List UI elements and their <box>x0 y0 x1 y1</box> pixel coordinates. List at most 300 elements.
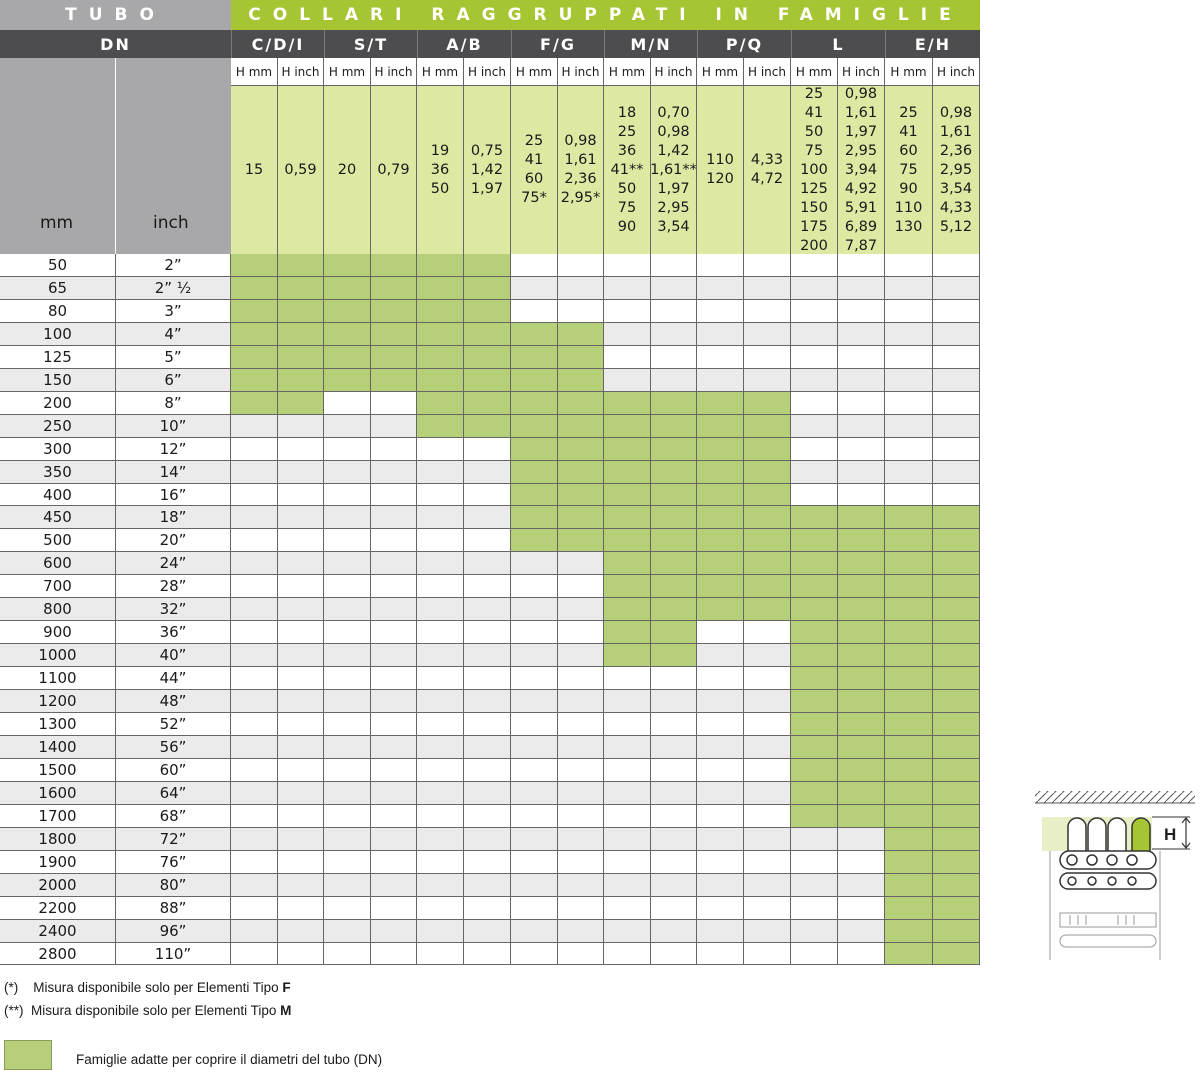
table-row-dn-mm: 1800 <box>0 828 116 851</box>
table-row-dn-mm: 1500 <box>0 759 116 782</box>
coverage-cell <box>791 392 838 415</box>
coverage-cell <box>604 254 651 277</box>
coverage-cell <box>838 690 885 713</box>
coverage-cell <box>885 277 933 300</box>
coverage-cell <box>231 529 278 552</box>
family-h-mm-values: 20 <box>324 86 371 254</box>
footnote-single-star <box>4 980 291 995</box>
coverage-cell <box>231 438 278 461</box>
coverage-cell <box>838 713 885 736</box>
coverage-cell <box>838 897 885 920</box>
coverage-cell <box>651 759 697 782</box>
coverage-cell <box>231 759 278 782</box>
coverage-cell <box>791 644 838 667</box>
table-row-dn-mm: 600 <box>0 552 116 575</box>
coverage-cell <box>464 484 511 506</box>
coverage-cell <box>933 392 980 415</box>
coverage-cell <box>278 828 324 851</box>
family-h-mm-values: 25 41 60 75* <box>511 86 558 254</box>
coverage-cell <box>697 644 744 667</box>
sub-header-h-inch: H inch <box>464 58 511 86</box>
coverage-cell <box>417 874 464 897</box>
coverage-cell <box>324 323 371 346</box>
coverage-cell <box>278 621 324 644</box>
coverage-cell <box>697 713 744 736</box>
coverage-cell <box>371 943 417 965</box>
coverage-cell <box>231 506 278 529</box>
coverage-cell <box>697 828 744 851</box>
coverage-cell <box>464 851 511 874</box>
coverage-cell <box>278 575 324 598</box>
coverage-cell <box>464 529 511 552</box>
coverage-cell <box>838 484 885 506</box>
coverage-cell <box>791 851 838 874</box>
coverage-cell <box>697 575 744 598</box>
table-row-dn-mm: 350 <box>0 461 116 484</box>
coverage-cell <box>278 667 324 690</box>
coverage-cell <box>791 713 838 736</box>
coverage-cell <box>324 713 371 736</box>
family-h-inch-values: 0,98 1,61 2,36 2,95* <box>558 86 604 254</box>
coverage-cell <box>371 713 417 736</box>
coverage-cell <box>558 943 604 965</box>
coverage-cell <box>604 575 651 598</box>
coverage-cell <box>371 392 417 415</box>
sub-header-h-mm: H mm <box>791 58 838 86</box>
coverage-cell <box>744 759 791 782</box>
coverage-cell <box>933 346 980 369</box>
coverage-cell <box>371 461 417 484</box>
coverage-cell <box>324 529 371 552</box>
footnote-marker: (**) <box>4 1003 24 1018</box>
coverage-cell <box>558 874 604 897</box>
coverage-cell <box>511 529 558 552</box>
coverage-cell <box>278 598 324 621</box>
coverage-cell <box>511 667 558 690</box>
coverage-cell <box>511 369 558 392</box>
coverage-cell <box>278 782 324 805</box>
sub-header-h-mm: H mm <box>324 58 371 86</box>
coverage-cell <box>511 300 558 323</box>
coverage-cell <box>744 575 791 598</box>
coverage-cell <box>651 323 697 346</box>
coverage-cell <box>558 506 604 529</box>
coverage-cell <box>933 805 980 828</box>
coverage-cell <box>417 805 464 828</box>
coverage-cell <box>697 690 744 713</box>
sub-header-h-mm: H mm <box>885 58 933 86</box>
coverage-cell <box>558 575 604 598</box>
coverage-cell <box>651 277 697 300</box>
coverage-cell <box>324 851 371 874</box>
coverage-cell <box>885 897 933 920</box>
coverage-cell <box>838 759 885 782</box>
coverage-cell <box>511 851 558 874</box>
coverage-cell <box>791 621 838 644</box>
coverage-cell <box>371 369 417 392</box>
table-row-dn-mm: 2400 <box>0 920 116 943</box>
family-h-mm-values: 25 41 60 75 90 110 130 <box>885 86 933 254</box>
coverage-cell <box>838 828 885 851</box>
coverage-cell <box>278 254 324 277</box>
coverage-cell <box>604 851 651 874</box>
coverage-cell <box>417 782 464 805</box>
unit-inch: inch <box>153 213 189 233</box>
coverage-cell <box>885 782 933 805</box>
table-row-dn-mm: 200 <box>0 392 116 415</box>
coverage-cell <box>651 667 697 690</box>
coverage-cell <box>417 667 464 690</box>
coverage-cell <box>558 392 604 415</box>
coverage-cell <box>651 506 697 529</box>
coverage-cell <box>604 690 651 713</box>
coverage-cell <box>838 782 885 805</box>
coverage-cell <box>791 897 838 920</box>
coverage-cell <box>371 277 417 300</box>
family-h-mm-values: 19 36 50 <box>417 86 464 254</box>
coverage-cell <box>464 667 511 690</box>
sub-header-h-mm: H mm <box>417 58 464 86</box>
coverage-cell <box>744 300 791 323</box>
coverage-cell <box>885 461 933 484</box>
table-row-dn-mm: 2200 <box>0 897 116 920</box>
coverage-cell <box>791 506 838 529</box>
coverage-cell <box>791 552 838 575</box>
coverage-cell <box>371 897 417 920</box>
coverage-cell <box>511 506 558 529</box>
coverage-cell <box>324 552 371 575</box>
coverage-cell <box>231 392 278 415</box>
coverage-cell <box>324 461 371 484</box>
family-h-inch-values: 0,79 <box>371 86 417 254</box>
table-row-dn-inch: 52” <box>116 713 231 736</box>
coverage-cell <box>933 782 980 805</box>
table-row-dn-inch: 5” <box>116 346 231 369</box>
table-row-dn-inch: 96” <box>116 920 231 943</box>
clamp-height-illustration <box>1030 785 1200 970</box>
unit-mm: mm <box>40 213 74 233</box>
coverage-cell <box>838 529 885 552</box>
coverage-cell <box>885 759 933 782</box>
coverage-cell <box>511 690 558 713</box>
coverage-cell <box>744 621 791 644</box>
coverage-cell <box>651 897 697 920</box>
coverage-cell <box>278 346 324 369</box>
coverage-cell <box>231 621 278 644</box>
coverage-cell <box>791 254 838 277</box>
coverage-cell <box>464 277 511 300</box>
coverage-cell <box>885 369 933 392</box>
coverage-cell <box>558 713 604 736</box>
coverage-cell <box>511 805 558 828</box>
coverage-cell <box>933 920 980 943</box>
coverage-cell <box>933 323 980 346</box>
coverage-cell <box>744 598 791 621</box>
coverage-cell <box>604 484 651 506</box>
sub-header-h-inch: H inch <box>838 58 885 86</box>
coverage-cell <box>231 644 278 667</box>
coverage-cell <box>838 644 885 667</box>
coverage-cell <box>324 736 371 759</box>
coverage-cell <box>464 621 511 644</box>
table-row-dn-inch: 110” <box>116 943 231 965</box>
coverage-cell <box>933 713 980 736</box>
coverage-cell <box>604 277 651 300</box>
coverage-cell <box>371 874 417 897</box>
coverage-cell <box>464 690 511 713</box>
footnote-type: M <box>280 1003 292 1018</box>
coverage-cell <box>697 346 744 369</box>
coverage-cell <box>464 438 511 461</box>
coverage-cell <box>511 484 558 506</box>
table-row-dn-mm: 1300 <box>0 713 116 736</box>
coverage-cell <box>744 805 791 828</box>
coverage-cell <box>838 736 885 759</box>
coverage-cell <box>604 736 651 759</box>
coverage-cell <box>371 346 417 369</box>
sub-header-h-inch: H inch <box>933 58 980 86</box>
table-row-dn-inch: 24” <box>116 552 231 575</box>
coverage-cell <box>324 874 371 897</box>
coverage-cell <box>464 736 511 759</box>
coverage-cell <box>558 736 604 759</box>
coverage-cell <box>933 943 980 965</box>
coverage-cell <box>558 897 604 920</box>
coverage-cell <box>604 415 651 438</box>
coverage-cell <box>231 805 278 828</box>
coverage-cell <box>278 277 324 300</box>
coverage-cell <box>885 805 933 828</box>
coverage-cell <box>278 874 324 897</box>
family-h-inch-values: 0,98 1,61 1,97 2,95 3,94 4,92 5,91 6,89 7,87 <box>838 86 885 254</box>
coverage-cell <box>697 529 744 552</box>
coverage-cell <box>744 369 791 392</box>
coverage-cell <box>791 484 838 506</box>
coverage-cell <box>697 805 744 828</box>
coverage-cell <box>651 529 697 552</box>
coverage-cell <box>933 506 980 529</box>
coverage-cell <box>744 713 791 736</box>
coverage-cell <box>604 644 651 667</box>
coverage-cell <box>417 277 464 300</box>
coverage-cell <box>464 759 511 782</box>
coverage-cell <box>558 598 604 621</box>
coverage-cell <box>744 644 791 667</box>
coverage-cell <box>231 598 278 621</box>
table-row-dn-inch: 10” <box>116 415 231 438</box>
coverage-cell <box>791 598 838 621</box>
coverage-cell <box>417 369 464 392</box>
coverage-cell <box>324 759 371 782</box>
coverage-cell <box>933 552 980 575</box>
family-header: S/T <box>324 30 417 58</box>
table-row-dn-mm: 1100 <box>0 667 116 690</box>
coverage-cell <box>464 644 511 667</box>
coverage-cell <box>324 254 371 277</box>
coverage-cell <box>558 484 604 506</box>
coverage-cell <box>604 805 651 828</box>
coverage-cell <box>371 782 417 805</box>
coverage-cell <box>744 874 791 897</box>
coverage-cell <box>744 254 791 277</box>
coverage-cell <box>417 461 464 484</box>
coverage-cell <box>838 392 885 415</box>
coverage-cell <box>744 736 791 759</box>
table-row-dn-mm: 1400 <box>0 736 116 759</box>
coverage-cell <box>744 920 791 943</box>
coverage-cell <box>697 920 744 943</box>
coverage-cell <box>838 415 885 438</box>
coverage-cell <box>604 713 651 736</box>
coverage-cell <box>651 621 697 644</box>
coverage-cell <box>791 828 838 851</box>
coverage-cell <box>371 805 417 828</box>
coverage-cell <box>838 598 885 621</box>
coverage-cell <box>885 254 933 277</box>
coverage-cell <box>885 529 933 552</box>
family-h-inch-values: 0,98 1,61 2,36 2,95 3,54 4,33 5,12 <box>933 86 980 254</box>
coverage-cell <box>464 346 511 369</box>
table-row-dn-mm: 250 <box>0 415 116 438</box>
coverage-cell <box>651 369 697 392</box>
coverage-cell <box>838 438 885 461</box>
coverage-cell <box>558 438 604 461</box>
table-row-dn-mm: 1900 <box>0 851 116 874</box>
coverage-cell <box>231 851 278 874</box>
coverage-cell <box>231 461 278 484</box>
coverage-cell <box>324 415 371 438</box>
coverage-cell <box>838 943 885 965</box>
coverage-cell <box>838 552 885 575</box>
coverage-cell <box>371 552 417 575</box>
table-row-dn-mm: 1600 <box>0 782 116 805</box>
table-row-dn-inch: 64” <box>116 782 231 805</box>
family-h-mm-values: 18 25 36 41** 50 75 90 <box>604 86 651 254</box>
table-row-dn-inch: 56” <box>116 736 231 759</box>
coverage-cell <box>651 254 697 277</box>
coverage-cell <box>651 484 697 506</box>
family-header: F/G <box>511 30 604 58</box>
coverage-cell <box>417 484 464 506</box>
coverage-cell <box>231 415 278 438</box>
coverage-cell <box>511 713 558 736</box>
coverage-cell <box>464 598 511 621</box>
coverage-cell <box>511 254 558 277</box>
coverage-cell <box>278 759 324 782</box>
coverage-cell <box>933 461 980 484</box>
table-row-dn-inch: 48” <box>116 690 231 713</box>
footnote-text: Misura disponibile solo per Elementi Tipo <box>31 1003 277 1018</box>
coverage-cell <box>651 736 697 759</box>
sub-header-h-inch: H inch <box>371 58 417 86</box>
coverage-cell <box>604 598 651 621</box>
coverage-cell <box>558 277 604 300</box>
coverage-cell <box>324 828 371 851</box>
coverage-cell <box>464 392 511 415</box>
coverage-cell <box>558 805 604 828</box>
sub-header-h-mm: H mm <box>231 58 278 86</box>
collari-header: COLLARI RAGGRUPPATI IN FAMIGLIE <box>231 0 980 30</box>
coverage-cell <box>278 943 324 965</box>
coverage-cell <box>744 851 791 874</box>
family-header: L <box>791 30 885 58</box>
coverage-cell <box>697 461 744 484</box>
coverage-cell <box>697 598 744 621</box>
coverage-cell <box>324 943 371 965</box>
coverage-cell <box>744 506 791 529</box>
table-row-dn-mm: 1200 <box>0 690 116 713</box>
coverage-cell <box>558 690 604 713</box>
coverage-cell <box>933 851 980 874</box>
coverage-cell <box>371 529 417 552</box>
table-row-dn-mm: 300 <box>0 438 116 461</box>
coverage-cell <box>651 346 697 369</box>
coverage-cell <box>744 667 791 690</box>
footnote-marker: (*) <box>4 980 19 995</box>
coverage-cell <box>511 415 558 438</box>
coverage-cell <box>324 897 371 920</box>
coverage-cell <box>231 346 278 369</box>
coverage-cell <box>933 736 980 759</box>
coverage-cell <box>933 300 980 323</box>
coverage-cell <box>933 254 980 277</box>
coverage-cell <box>324 575 371 598</box>
coverage-cell <box>604 392 651 415</box>
coverage-cell <box>278 851 324 874</box>
coverage-cell <box>697 897 744 920</box>
coverage-cell <box>791 415 838 438</box>
coverage-cell <box>371 621 417 644</box>
coverage-cell <box>231 667 278 690</box>
coverage-cell <box>744 552 791 575</box>
coverage-cell <box>511 323 558 346</box>
coverage-cell <box>604 920 651 943</box>
coverage-cell <box>464 828 511 851</box>
coverage-cell <box>558 254 604 277</box>
coverage-cell <box>791 874 838 897</box>
table-row-dn-mm: 2000 <box>0 874 116 897</box>
coverage-cell <box>933 621 980 644</box>
coverage-cell <box>324 644 371 667</box>
coverage-cell <box>464 575 511 598</box>
coverage-cell <box>558 529 604 552</box>
coverage-cell <box>278 897 324 920</box>
footnote-text: Misura disponibile solo per Elementi Tipo <box>33 980 279 995</box>
coverage-cell <box>885 552 933 575</box>
coverage-cell <box>885 690 933 713</box>
coverage-cell <box>464 920 511 943</box>
coverage-cell <box>838 323 885 346</box>
coverage-cell <box>604 300 651 323</box>
coverage-cell <box>558 920 604 943</box>
family-header: C/D/I <box>231 30 324 58</box>
coverage-cell <box>231 736 278 759</box>
table-row-dn-inch: 4” <box>116 323 231 346</box>
family-h-mm-values: 15 <box>231 86 278 254</box>
coverage-cell <box>558 759 604 782</box>
table-row-dn-inch: 2” ½ <box>116 277 231 300</box>
coverage-cell <box>417 415 464 438</box>
coverage-cell <box>231 369 278 392</box>
coverage-cell <box>697 506 744 529</box>
coverage-cell <box>278 529 324 552</box>
coverage-cell <box>838 277 885 300</box>
coverage-cell <box>324 438 371 461</box>
coverage-cell <box>791 920 838 943</box>
coverage-cell <box>558 552 604 575</box>
coverage-cell <box>744 346 791 369</box>
table-row-dn-mm: 450 <box>0 506 116 529</box>
